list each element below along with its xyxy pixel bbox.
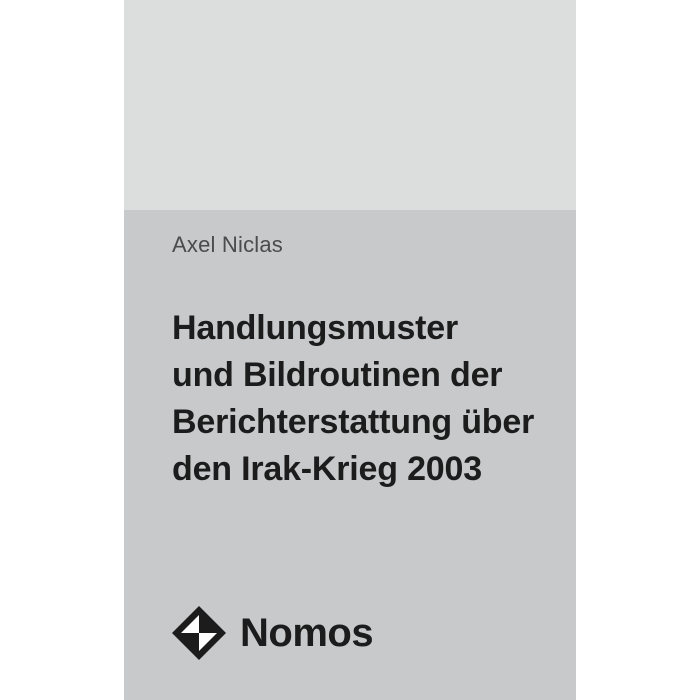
author-name: Axel Niclas (172, 232, 284, 257)
title-line: den Irak-Krieg 2003 (172, 450, 482, 488)
nomos-diamond-icon (172, 606, 226, 660)
book-cover (124, 0, 576, 700)
publisher-name: Nomos (240, 611, 374, 655)
title-line: und Bildroutinen der (172, 356, 503, 394)
title-line: Berichterstattung über (172, 403, 535, 441)
title-line: Handlungsmuster (172, 309, 459, 347)
publisher-logo (172, 606, 373, 660)
cover-content (124, 0, 576, 700)
book-title (172, 305, 552, 493)
